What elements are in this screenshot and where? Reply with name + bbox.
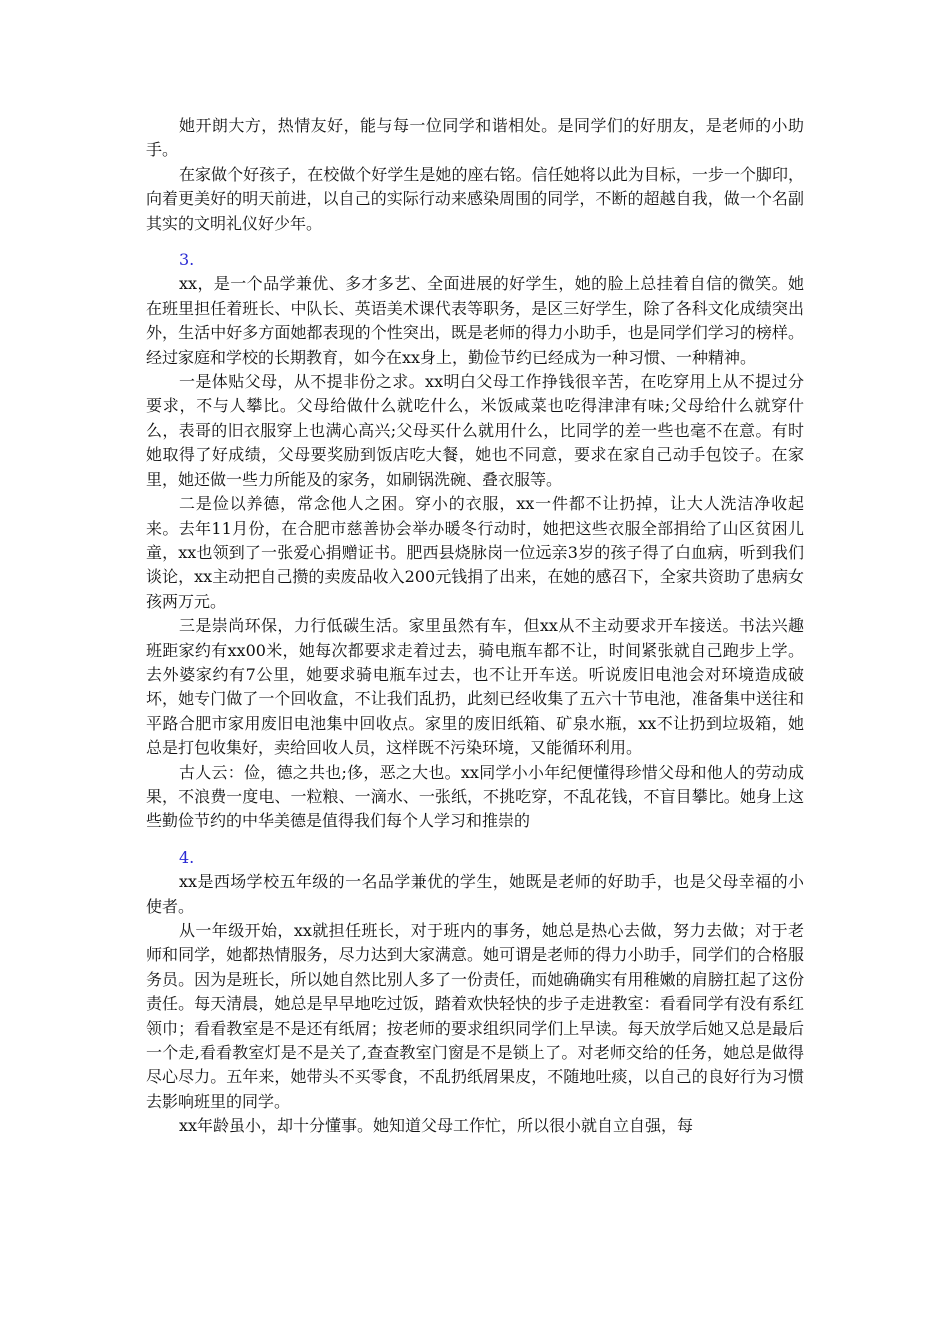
section-4-paragraph-1: xx是西场学校五年级的一名品学兼优的学生，她既是老师的好助手，也是父母幸福的小使者。: [146, 872, 804, 916]
section-4: [146, 846, 804, 1139]
intro-paragraph-1: 她开朗大方，热情友好，能与每一位同学和谐相处。是同学们的好朋友，是老师的小助手。: [146, 116, 804, 160]
section-3-paragraph-2: 一是体贴父母，从不提非份之求。xx明白父母工作挣钱很辛苦，在吃穿用上从不提过分要求，不与人攀比。父母给做什么就吃什么，米饭咸菜也吃得津津有味;父母给什么就穿什么，表哥的旧衣服穿上也满心高兴;父母买什么就用什么，比同学的差一些也毫不在意。有时她取得了好成绩，父母要奖励到饭店吃大餐，她也不同意，要求在家自己动手包饺子。在家里，她还做一些力所能及的家务，如刷锅洗碗、叠衣服等。: [146, 372, 804, 489]
section-3: [146, 248, 804, 834]
document-page: [146, 114, 804, 1139]
section-3-paragraph-1: xx，是一个品学兼优、多才多艺、全面进展的好学生，她的脸上总挂着自信的微笑。她在班里担任着班长、中队长、英语美术课代表等职务，是区三好学生，除了各科文化成绩突出外，生活中好多方面她都表现的个性突出，既是老师的得力小助手，也是同学们学习的榜样。经过家庭和学校的长期教育，如今在xx身上，勤俭节约已经成为一种习惯、一种精神。: [146, 274, 804, 367]
section-3-paragraph-3: 二是俭以养德，常念他人之困。穿小的衣服，xx一件都不让扔掉，让大人洗洁净收起来。去年11月份，在合肥市慈善协会举办暖冬行动时，她把这些衣服全部捐给了山区贫困儿童，xx也领到了一张爱心捐赠证书。肥西县烧脉岗一位远亲3岁的孩子得了白血病，听到我们谈论，xx主动把自己攒的卖废品收入200元钱捐了出来，在她的感召下，全家共资助了患病女孩两万元。: [146, 494, 804, 611]
section-3-paragraph-4: 三是崇尚环保，力行低碳生活。家里虽然有车，但xx从不主动要求开车接送。书法兴趣班距家约有xx00米，她每次都要求走着过去，骑电瓶车都不让，时间紧张就自己跑步上学。去外婆家约有7公里，她要求骑电瓶车过去，也不让开车送。听说废旧电池会对环境造成破坏，她专门做了一个回收盒，不让我们乱扔，此刻已经收集了五六十节电池，准备集中送往和平路合肥市家用废旧电池集中回收点。家里的废旧纸箱、矿泉水瓶，xx不让扔到垃圾箱，她总是打包收集好，卖给回收人员，这样既不污染环境，又能循环利用。: [146, 616, 804, 758]
intro-paragraph-2: 在家做个好孩子，在校做个好学生是她的座右铭。信任她将以此为目标，一步一个脚印，向着更美好的明天前进，以自己的实际行动来感染周围的同学，不断的超越自我，做一个名副其实的文明礼仪好少年。: [146, 164, 804, 233]
section-3-paragraph-5: 古人云：俭，德之共也;侈，恶之大也。xx同学小小年纪便懂得珍惜父母和他人的劳动成果，不浪费一度电、一粒粮、一滴水、一张纸，不挑吃穿，不乱花钱，不盲目攀比。她身上这些勤俭节约的中华美德是值得我们每个人学习和推崇的: [146, 762, 804, 831]
intro-section: [146, 114, 804, 236]
section-3-number: 3.: [179, 250, 195, 270]
section-4-number: 4.: [179, 847, 195, 867]
section-4-paragraph-3: xx年龄虽小，却十分懂事。她知道父母工作忙，所以很小就自立自强，每: [179, 1116, 694, 1136]
section-4-paragraph-2: 从一年级开始，xx就担任班长，对于班内的事务，她总是热心去做，努力去做；对于老师和同学，她都热情服务，尽力达到大家满意。她可谓是老师的得力小助手，同学们的合格服务员。因为是班长，所以她自然比别人多了一份责任，而她确确实有用稚嫩的肩膀扛起了这份责任。每天清晨，她总是早早地吃过饭，踏着欢快轻快的步子走进教室：看看同学有没有系红领巾；看看教室是不是还有纸屑；按老师的要求组织同学们上早读。每天放学后她又总是最后一个走,看看教室灯是不是关了,查查教室门窗是不是锁上了。对老师交给的任务，她总是做得尽心尽力。五年来，她带头不买零食，不乱扔纸屑果皮，不随地吐痰，以自己的良好行为习惯去影响班里的同学。: [146, 921, 804, 1111]
